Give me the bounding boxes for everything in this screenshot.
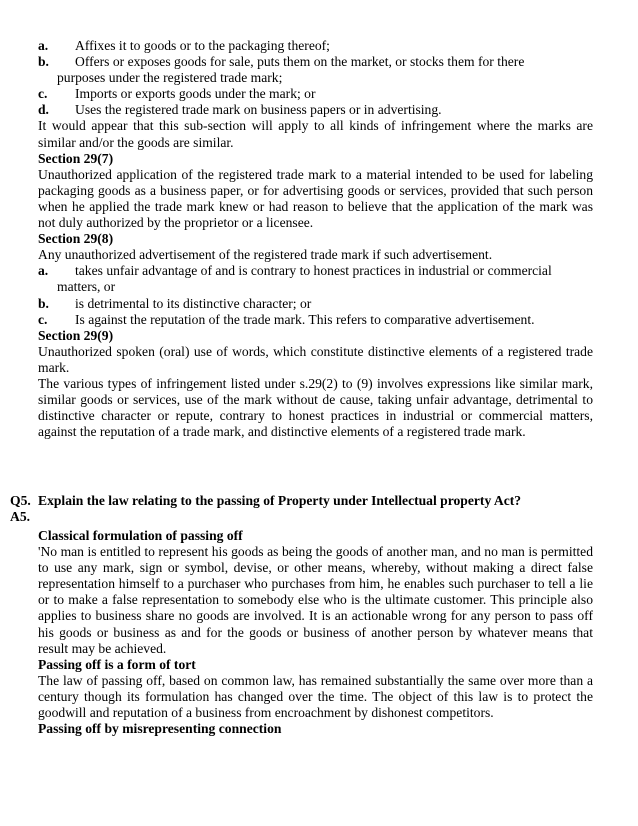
section-heading: Classical formulation of passing off — [38, 528, 243, 543]
item-letter: b. — [38, 295, 49, 311]
section-heading: Section 29(7) — [38, 150, 114, 166]
item-continuation: purposes under the registered trade mark; — [57, 70, 283, 86]
item-text: Is against the reputation of the trade mark. This refers to comparative advertisement. — [75, 311, 535, 327]
section-heading: Section 29(8) — [38, 231, 114, 247]
item-letter: c. — [38, 86, 48, 102]
paragraph: It would appear that this sub-section will apply to all kinds of infringement where the marks are similar and/or the goods are similar. — [38, 118, 593, 150]
list-item — [38, 54, 593, 86]
answer-label: A5. — [10, 509, 31, 524]
question-label: Q5. — [10, 493, 31, 508]
question-text: Explain the law relating to the passing of Property under Intellectual property Act? — [38, 493, 522, 508]
paragraph: Unauthorized application of the registered trade mark to a material intended to be used for labeling packaging goods as a business paper, or for advertising goods or services, provided that such person when he applied the trade mark knew or had reason to believe that the application of the mark was not duly authorized by the proprietor or a licensee. — [38, 166, 593, 231]
item-letter: c. — [38, 311, 48, 327]
list-item — [38, 38, 593, 54]
item-text: Imports or exports goods under the mark; or — [75, 86, 316, 102]
item-text: Offers or exposes goods for sale, puts them on the market, or stocks them for there — [75, 54, 525, 70]
item-letter: d. — [38, 102, 49, 118]
list-item — [38, 296, 593, 312]
section-heading: Passing off by misrepresenting connection — [38, 721, 282, 737]
paragraph: The various types of infringement listed under s.29(2) to (9) involves expressions like similar mark, similar goods or services, use of the mark without de cause, taking unfair advantage, detrimental to distinctive character or repute, contrary to honest practices in industrial or commercial matters, against the reputation of a trade mark, and distinctive elements of a registered trade mark. — [38, 375, 593, 440]
paragraph: 'No man is entitled to represent his goods as being the goods of another man, and no man is permitted to use any mark, sign or symbol, devise, or other means, whereby, without making a direct false representation himself to a purchaser who purchases from him, he enables such purchaser to tell a lie or to make a false representation to somebody else who is the ultimate customer. This principle also applies to business share no goods are involved. It is an actionable wrong for any person to pass off his goods or business as and for the goods or business of another person by whatever means that result may be achieved. — [38, 544, 593, 656]
section-29-block — [38, 38, 593, 440]
item-text: takes unfair advantage of and is contrary to honest practices in industrial or commercial — [75, 263, 552, 279]
paragraph: Any unauthorized advertisement of the registered trade mark if such advertisement. — [38, 247, 493, 263]
list-item — [38, 263, 593, 295]
item-text: Affixes it to goods or to the packaging thereof; — [75, 38, 330, 53]
item-text: Uses the registered trade mark on business papers or in advertising. — [75, 102, 442, 118]
item-letter: a. — [38, 263, 49, 279]
section-heading: Section 29(9) — [38, 327, 114, 343]
item-letter: b. — [38, 54, 49, 70]
answer-5-body — [38, 528, 593, 737]
item-letter: a. — [38, 38, 49, 53]
section-heading: Passing off is a form of tort — [38, 656, 196, 672]
list-item — [38, 86, 593, 102]
paragraph: Unauthorized spoken (oral) use of words, which constitute distinctive elements of a registered trade mark. — [38, 343, 593, 375]
list-item — [38, 102, 593, 118]
item-continuation: matters, or — [57, 279, 116, 295]
paragraph: The law of passing off, based on common law, has remained substantially the same over more than a century though its formulation has changed over the time. The object of this law is to protect the goodwill and reputation of a business from encroachment by dishonest competitors. — [38, 672, 593, 721]
list-item — [38, 312, 593, 328]
item-text: is detrimental to its distinctive character; or — [75, 295, 312, 311]
